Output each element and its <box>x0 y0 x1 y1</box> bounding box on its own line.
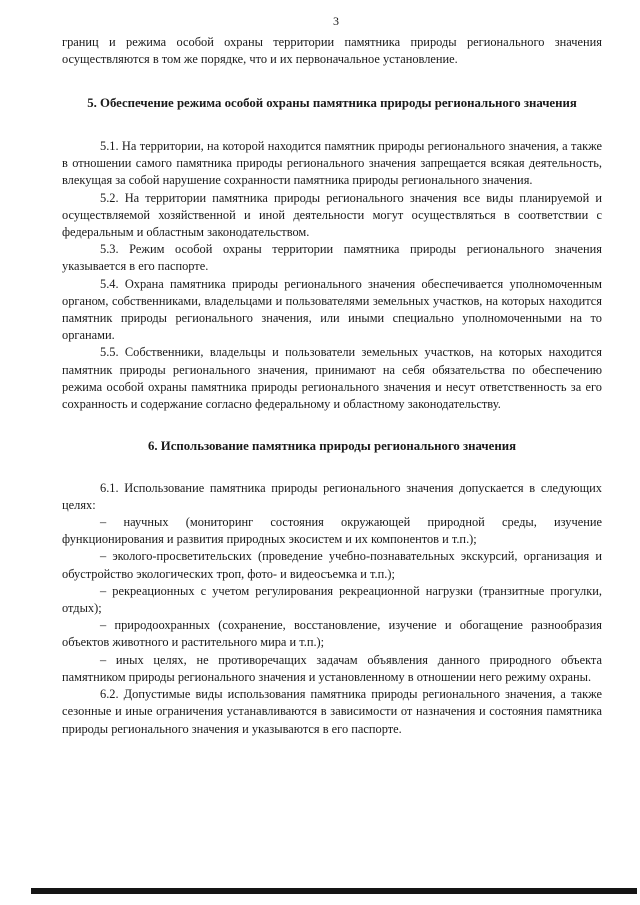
list-item-educational: – эколого-просветительских (проведение учебно-познавательных экскурсий, организация и обустройство экологических троп, фото- и видеосъемка и т.п.); <box>62 549 602 581</box>
document-page <box>62 14 602 738</box>
page-number: 3 <box>333 14 339 28</box>
paragraph-5-2: 5.2. На территории памятника природы регионального значения все виды планируемой и осуществляемой хозяйственной и иной деятельности могут осуществляться в соответствии с федеральным и областным законодательством. <box>62 190 602 239</box>
paragraph-5-3: 5.3. Режим особой охраны территории памятника природы регионального значения указывается в его паспорте. <box>62 242 602 274</box>
list-item-other: – иных целях, не противоречащих задачам объявления данного природного объекта памятником природы регионального значения и установленному в отношении него режиму охраны. <box>62 652 602 684</box>
list-item-recreational: – рекреационных с учетом регулирования рекреационной нагрузки (транзитные прогулки, отдых); <box>62 583 602 616</box>
section-6-heading: 6. Использование памятника природы регионального значения <box>148 439 516 454</box>
paragraph-5-1: 5.1. На территории, на которой находится памятник природы регионального значения, а также в отношении самого памятника природы регионального значения запрещается всякая деятельность, влекущая за собой нарушение сохранности памятника природы регионального значения. <box>62 138 602 188</box>
intro-paragraph: границ и режима особой охраны территории памятника природы регионального значения осуществляются в том же порядке, что и их первоначальное установление. <box>62 35 602 67</box>
paragraph-5-4: 5.4. Охрана памятника природы регионального значения обеспечивается уполномоченным органом, собственниками, владельцами и пользователями земельных участков, на которых находится памятник природы регионального значения, или иными специально уполномоченными на то органами. <box>62 276 602 343</box>
paragraph-6-1: 6.1. Использование памятника природы регионального значения допускается в следующих целях: <box>62 480 602 512</box>
paragraph-5-5: 5.5. Собственники, владельцы и пользователи земельных участков, на которых находится памятник природы регионального значения, принимают на себя обязательства по обеспечению режима особой охраны памятника природы регионального значения и несут ответственность за его сохранность и содержание согласно федеральному и областному законодательству. <box>62 345 602 411</box>
scan-edge-bar <box>31 888 637 894</box>
section-5-heading: 5. Обеспечение режима особой охраны памятника природы регионального значения <box>87 96 577 111</box>
paragraph-6-2: 6.2. Допустимые виды использования памятника природы регионального значения, а также сезонные и иные ограничения устанавливаются в зависимости от назначения и состояния памятника природы регионального значения и указываются в его паспорте. <box>62 687 602 736</box>
list-item-conservation: – природоохранных (сохранение, восстановление, изучение и обогащение разнообразия объектов животного и растительного мира и т.п.); <box>62 618 602 650</box>
list-item-scientific: – научных (мониторинг состояния окружающей природной среды, изучение функционирования и развития природных экосистем и их компонентов и т.п.); <box>62 515 602 547</box>
